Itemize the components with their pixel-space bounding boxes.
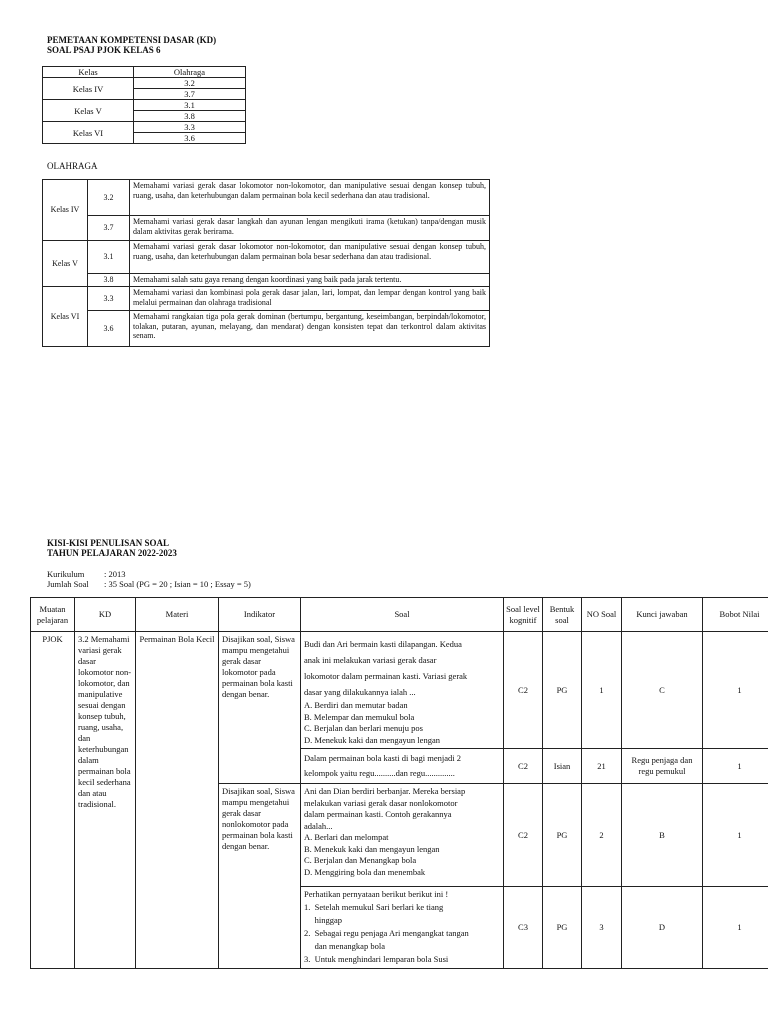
map-kelas: Kelas VI [43, 122, 134, 144]
kd-detail-table [42, 179, 490, 347]
kd-number: 3.3 [88, 287, 130, 311]
map-kd: 3.2 [134, 78, 246, 89]
soal-option: C. Berjalan dan berlari menuju pos [304, 723, 423, 733]
cell-bentuk: PG [543, 887, 582, 969]
kd-kelas: Kelas V [43, 241, 88, 287]
kd-description: Memahami salah satu gaya renang dengan koordinasi yang baik pada jarak tertentu. [130, 274, 490, 287]
cell-bobot: 1 [703, 749, 768, 784]
map-kd: 3.7 [134, 89, 246, 100]
cell-level: C2 [504, 749, 543, 784]
kd-kelas: Kelas VI [43, 287, 88, 347]
cell-no: 2 [582, 784, 622, 887]
col-header-olahraga: Olahraga [134, 67, 246, 78]
soal-option: 1. Setelah memukul Sari berlari ke tiang [304, 901, 444, 912]
cell-soal [301, 632, 504, 749]
col-header-kd: KD [75, 598, 136, 632]
kisi-title [47, 538, 177, 558]
cell-kunci: D [622, 887, 703, 969]
kd-number: 3.7 [88, 216, 130, 241]
col-header-muatan: Muatan pelajaran [31, 598, 75, 632]
cell-indikator: Disajikan soal, Siswa mampu mengetahui gerak dasar nonlokomotor pada permainan bola kasti dengan benar. [219, 784, 301, 969]
col-header-kunci: Kunci jawaban [622, 598, 703, 632]
soal-stem-line: dalam permainan kasti. Contoh gerakannya [304, 809, 452, 819]
kisi-table [30, 597, 768, 969]
cell-level: C2 [504, 784, 543, 887]
map-kd: 3.3 [134, 122, 246, 133]
col-header-bentuk: Bentuk soal [543, 598, 582, 632]
cell-materi: Permainan Bola Kecil [136, 632, 219, 969]
soal-option: dan menangkap bola [304, 940, 385, 951]
soal-option: B. Menekuk kaki dan mengayun lengan [304, 843, 440, 854]
soal-stem-line: anak ini melakukan variasi gerak dasar [304, 655, 437, 665]
kd-description: Memahami variasi gerak dasar lokomotor non-lokomotor, dan manipulative sesuai dengan konsep tubuh, ruang, usaha, dan keterhubungan dalam permainan bola kecil sederhana dan atau tradisional. [130, 180, 490, 216]
soal-stem-line: lokomotor dalam permainan kasti. Variasi gerak [304, 671, 468, 681]
mapping-title-line2: SOAL PSAJ PJOK KELAS 6 [47, 45, 161, 55]
kd-number: 3.1 [88, 241, 130, 274]
kisi-meta [47, 569, 251, 589]
jumlah-label: Jumlah Soal [47, 579, 89, 589]
kd-description: Memahami variasi gerak dasar lokomotor non-lokomotor, dan manipulative sesuai dengan konsep tubuh, ruang, usaha, dan keterhubungan dalam permainan bola besar sederhana dan atau tradisional. [130, 241, 490, 274]
cell-soal [301, 749, 504, 784]
cell-bobot: 1 [703, 887, 768, 969]
kd-number: 3.8 [88, 274, 130, 287]
soal-option: A. Berlari dan melompat [304, 832, 389, 842]
cell-indikator: Disajikan soal, Siswa mampu mengetahui gerak dasar lokomotor pada permainan bola kasti dengan benar. [219, 632, 301, 784]
cell-no: 1 [582, 632, 622, 749]
kd-number: 3.2 [88, 180, 130, 216]
kurikulum-value: : 2013 [104, 569, 126, 579]
soal-stem-line: adalah... [304, 820, 333, 831]
kd-kelas: Kelas IV [43, 180, 88, 241]
cell-soal [301, 784, 504, 887]
cell-level: C3 [504, 887, 543, 969]
kd-map-table [42, 66, 246, 144]
cell-bobot: 1 [703, 784, 768, 887]
mapping-title-line1: PEMETAAN KOMPETENSI DASAR (KD) [47, 35, 217, 45]
soal-option: A. Berdiri dan memutar badan [304, 700, 408, 710]
jumlah-value: : 35 Soal (PG = 20 ; Isian = 10 ; Essay = 5) [104, 579, 251, 589]
soal-stem-line: melakukan variasi gerak dasar nonlokomotor [304, 797, 458, 808]
cell-bentuk: Isian [543, 749, 582, 784]
soal-option: 3. Untuk menghindari lemparan bola Susi [304, 953, 449, 964]
cell-no: 21 [582, 749, 622, 784]
cell-bentuk: PG [543, 632, 582, 749]
kd-description: Memahami rangkaian tiga pola gerak dominan (bertumpu, bergantung, keseimbangan, berpindah/lokomotor, tolakan, putaran, ayunan, melayang, dan mendarat) dengan konsisten tepat dan terkontrol dalam aktivitas senam. [130, 311, 490, 347]
map-kd: 3.6 [134, 133, 246, 144]
soal-option: C. Berjalan dan Menangkap bola [304, 855, 417, 865]
cell-kd: 3.2 Memahami variasi gerak dasar lokomotor non-lokomotor, dan manipulative sesuai dengan konsep tubuh, ruang, usaha, dan keterhubungan dalam permainan bola kecil sederhana dan atau tradisional. [75, 632, 136, 969]
soal-option: hinggap [304, 914, 343, 925]
cell-kunci: B [622, 784, 703, 887]
col-header-level: Soal level kognitif [504, 598, 543, 632]
cell-no: 3 [582, 887, 622, 969]
col-header-bobot: Bobot Nilai [703, 598, 768, 632]
kd-number: 3.6 [88, 311, 130, 347]
cell-muatan: PJOK [31, 632, 75, 969]
col-header-indikator: Indikator [219, 598, 301, 632]
soal-option: 2. Sebagai regu penjaga Ari mengangkat tangan [304, 927, 469, 938]
kd-description: Memahami variasi dan kombinasi pola gerak dasar jalan, lari, lompat, dan lempar dengan kontrol yang baik melalui permainan dan olahraga tradisional [130, 287, 490, 311]
soal-stem-line: Dalam permainan bola kasti di bagi menjadi 2 [304, 753, 461, 763]
cell-soal [301, 887, 504, 969]
kd-description: Memahami variasi gerak dasar langkah dan ayunan lengan mengikuti irama (ketukan) tanpa/dengan musik dalam aktivitas gerak berirama. [130, 216, 490, 241]
mapping-title [47, 35, 216, 55]
col-header-soal: Soal [301, 598, 504, 632]
map-kd: 3.8 [134, 111, 246, 122]
soal-option: B. Melempar dan memukul bola [304, 711, 415, 722]
soal-stem-line: kelompok yaitu regu..........dan regu.............. [304, 768, 455, 778]
col-header-materi: Materi [136, 598, 219, 632]
soal-stem-line: Budi dan Ari bermain kasti dilapangan. Kedua [304, 639, 462, 649]
map-kd: 3.1 [134, 100, 246, 111]
col-header-no: NO Soal [582, 598, 622, 632]
olahraga-label: OLAHRAGA [47, 161, 98, 171]
kisi-title-line2: TAHUN PELAJARAN 2022-2023 [47, 548, 177, 558]
cell-kunci: Regu penjaga dan regu pemukul [622, 749, 703, 784]
kurikulum-label: Kurikulum [47, 569, 85, 579]
cell-bentuk: PG [543, 784, 582, 887]
cell-level: C2 [504, 632, 543, 749]
soal-stem-line: dasar yang dilakukannya ialah ... [304, 687, 416, 697]
map-kelas: Kelas V [43, 100, 134, 122]
soal-stem-line: Ani dan Dian berdiri berbanjar. Mereka bersiap [304, 786, 466, 796]
map-kelas: Kelas IV [43, 78, 134, 100]
soal-option: D. Menggiring bola dan menembak [304, 866, 426, 877]
cell-kunci: C [622, 632, 703, 749]
table-row [31, 632, 768, 749]
col-header-kelas: Kelas [43, 67, 134, 78]
soal-stem-line: Perhatikan pernyataan berikut berikut ini ! [304, 889, 449, 899]
soal-option: D. Menekuk kaki dan mengayun lengan [304, 734, 440, 745]
kisi-title-line1: KISI-KISI PENULISAN SOAL [47, 538, 170, 548]
cell-bobot: 1 [703, 632, 768, 749]
